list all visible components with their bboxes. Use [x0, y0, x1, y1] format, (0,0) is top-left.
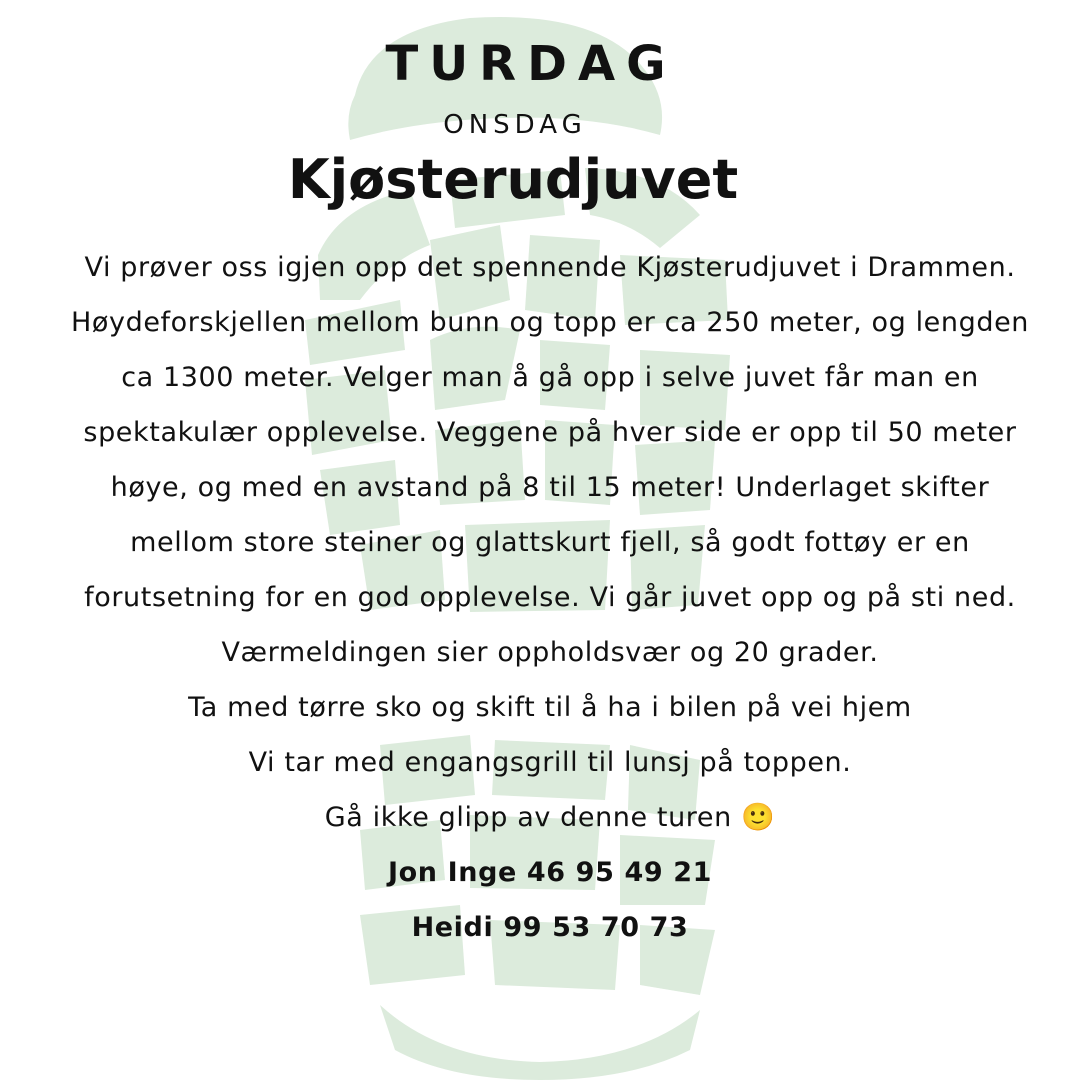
event-day: ONSDAG	[443, 110, 587, 140]
description-paragraph: Værmeldingen sier oppholdsvær og 20 grader.	[221, 637, 879, 668]
description-paragraph: Vi prøver oss igjen opp det spennende Kjøsterudjuvet i Drammen.	[84, 252, 1016, 283]
description-paragraph: Ta med tørre sko og skift til å ha i bilen på vei hjem	[188, 692, 912, 723]
description-paragraph: Gå ikke glipp av denne turen 🙂	[324, 802, 776, 833]
event-place: Kjøsterudjuvet	[287, 148, 739, 211]
description-paragraph: Høydeforskjellen mellom bunn og topp er ca 250 meter, og lengden ca 1300 meter. Velger man å gå opp i selve juvet får man en spektakulær opplevelse. Veggene på hver side er opp til 50 meter høye, og med en avstand på 8 til 15 meter! Underlaget skifter mellom store steiner og glattskurt fjell, så godt fottøy er en forutsetning for en god opplevelse. Vi går juvet opp og på sti ned.	[70, 307, 1029, 613]
contact-heidi: Heidi 99 53 70 73	[411, 912, 689, 943]
event-title: TURDAG	[385, 36, 677, 92]
description-paragraph: Vi tar med engangsgrill til lunsj på toppen.	[248, 747, 852, 778]
contact-jon-inge: Jon Inge 46 95 49 21	[387, 857, 713, 888]
event-description	[60, 240, 1040, 955]
